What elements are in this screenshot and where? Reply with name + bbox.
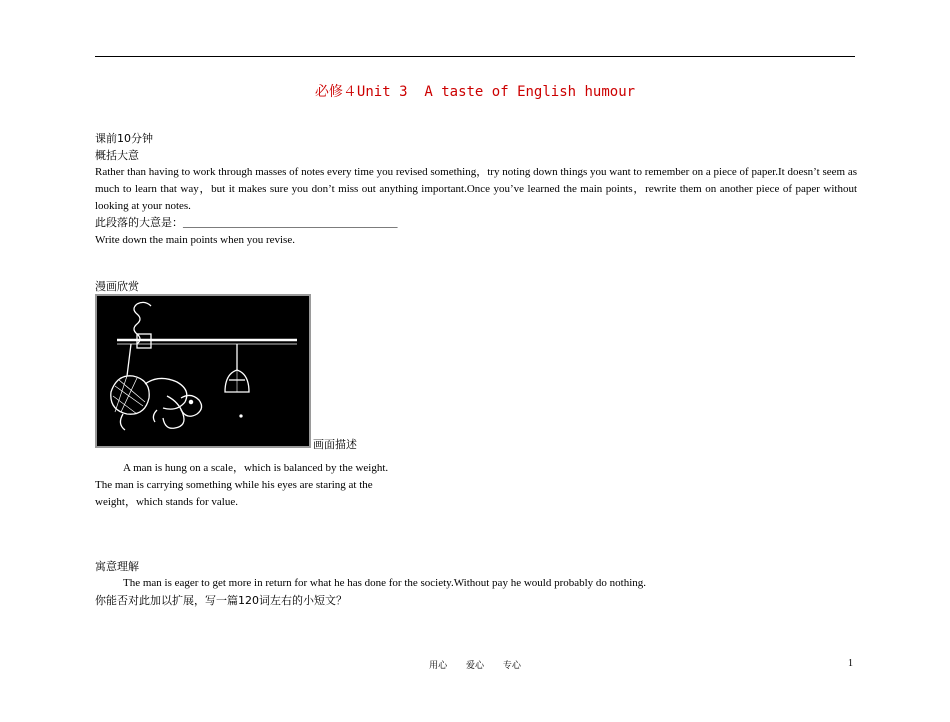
page-title: 必修４Unit 3 A taste of English humour <box>314 84 636 100</box>
section-summary <box>95 130 857 249</box>
section-heading: 课前10分钟 <box>95 132 153 145</box>
header-rule <box>95 56 855 57</box>
summary-answer: Write down the main points when you revise. <box>95 234 295 246</box>
footer-item: 专心 <box>502 661 521 671</box>
cartoon-figure <box>95 294 311 448</box>
description-line: weight，which stands for value. <box>95 496 238 508</box>
section-meaning <box>95 558 857 609</box>
cartoon-heading: 漫画欣赏 <box>95 280 139 293</box>
section-subheading: 概括大意 <box>95 149 139 162</box>
meaning-question: 你能否对此加以扩展，写一篇120词左右的小短文？ <box>95 594 347 607</box>
meaning-paragraph: The man is eager to get more in return for what he has done for the society.Without pay he would probably do nothing. <box>123 577 647 589</box>
figure-label: 画面描述 <box>313 438 357 451</box>
meaning-heading: 寓意理解 <box>95 560 139 573</box>
summary-paragraph: Rather than having to work through masses of notes every time you revised something，try noting down things you want to remember on a piece of paper.It doesn’t seem as much to learn that way，but it makes sure you don’t miss out anything important.Once you’ve learned the main points，rewrite them on another piece of paper without looking at your notes. <box>95 166 857 212</box>
cartoon-man-on-scale-illustration <box>97 296 309 446</box>
page-number: 1 <box>848 658 853 669</box>
cartoon-description <box>95 460 395 511</box>
page-footer <box>0 658 950 671</box>
description-line: The man is carrying something while his eyes are staring at the <box>95 479 373 491</box>
description-line: A man is hung on a scale，which is balanced by the weight. <box>123 462 389 474</box>
summary-prompt: 此段落的大意是：_______________________________________ <box>95 217 398 229</box>
cartoon-heading-block <box>95 278 857 295</box>
footer-item: 用心 <box>429 661 448 671</box>
footer-item: 爱心 <box>465 661 484 671</box>
